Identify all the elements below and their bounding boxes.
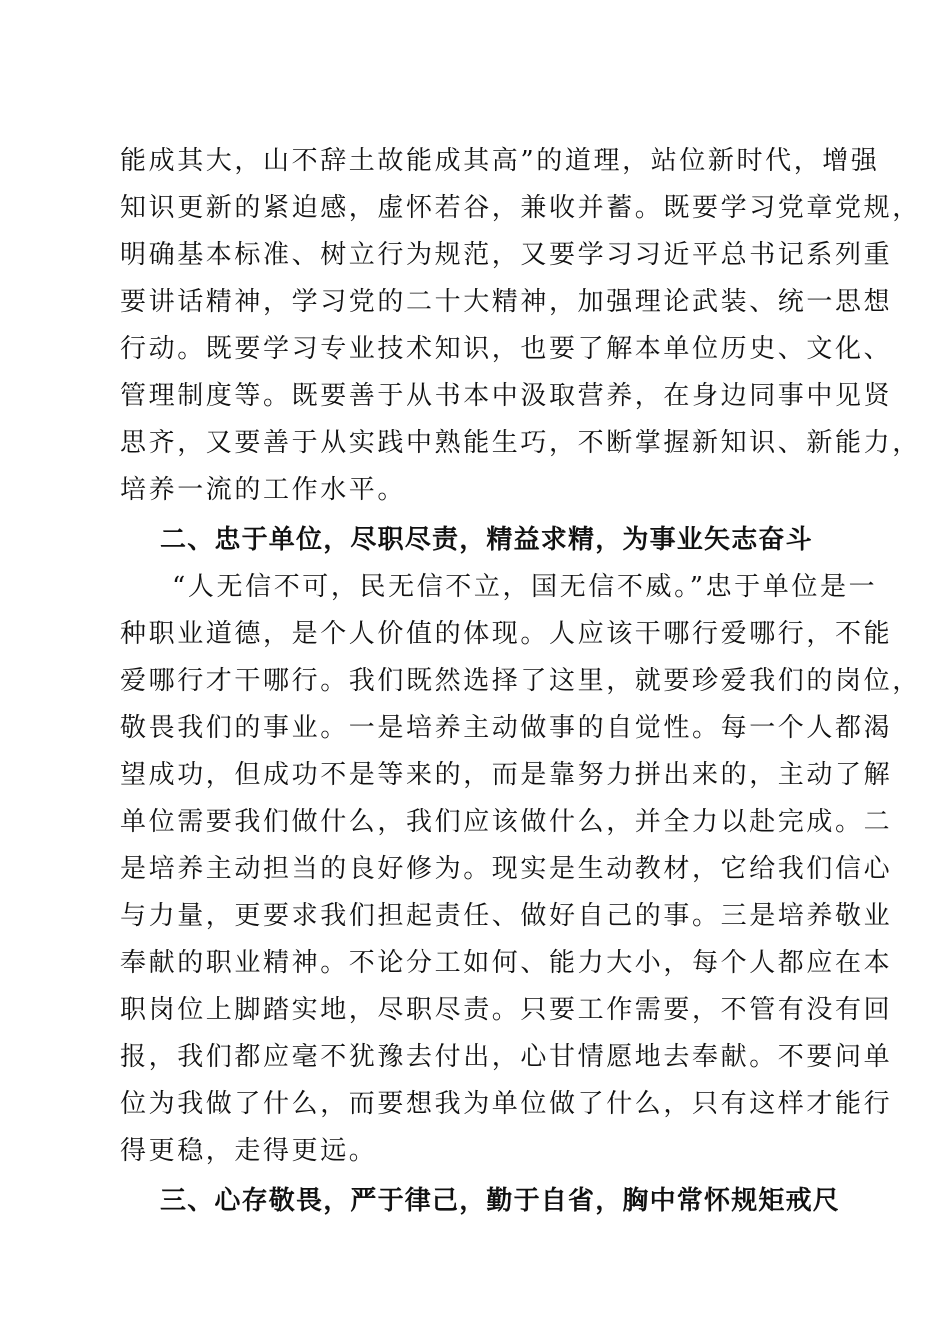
paragraph-line: 得更稳，走得更远。 bbox=[120, 1136, 378, 1166]
paragraph-line: 望成功，但成功不是等来的，而是靠努力拼出来的，主动了解 bbox=[120, 760, 893, 790]
paragraph-line: 行动。既要学习专业技术知识，也要了解本单位历史、文化、 bbox=[120, 334, 893, 364]
paragraph-line: 管理制度等。既要善于从书本中汲取营养，在身边同事中见贤 bbox=[120, 381, 893, 411]
paragraph-line: 职岗位上脚踏实地，尽职尽责。只要工作需要，不管有没有回 bbox=[120, 995, 893, 1025]
paragraph-line: 爱哪行才干哪行。我们既然选择了这里，就要珍爱我们的岗位， bbox=[120, 666, 921, 696]
paragraph-line: 明确基本标准、树立行为规范，又要学习习近平总书记系列重 bbox=[120, 240, 893, 270]
paragraph-line: 是培养主动担当的良好修为。现实是生动教材，它给我们信心 bbox=[120, 854, 893, 884]
paragraph-line: 单位需要我们做什么，我们应该做什么，并全力以赴完成。二 bbox=[120, 807, 893, 837]
section-heading-3: 三、心存敬畏，严于律己，勤于自省，胸中常怀规矩戒尺 bbox=[160, 1186, 841, 1216]
paragraph-line: 敬畏我们的事业。一是培养主动做事的自觉性。每一个人都渴 bbox=[120, 713, 893, 743]
section-heading-2: 二、忠于单位，尽职尽责，精益求精，为事业矢志奋斗 bbox=[160, 525, 813, 555]
paragraph-line: 知识更新的紧迫感，虚怀若谷，兼收并蓄。既要学习党章党规， bbox=[120, 193, 921, 223]
paragraph-line: 能成其大，山不辞土故能成其高”的道理，站位新时代，增强 bbox=[120, 146, 880, 176]
paragraph-line: 培养一流的工作水平。 bbox=[120, 475, 407, 505]
paragraph-line: 与力量，更要求我们担起责任、做好自己的事。三是培养敬业 bbox=[120, 901, 893, 931]
paragraph-line: 思齐，又要善于从实践中熟能生巧，不断掌握新知识、新能力， bbox=[120, 428, 921, 458]
paragraph-line: 奉献的职业精神。不论分工如何、能力大小，每个人都应在本 bbox=[120, 948, 893, 978]
paragraph-line: 要讲话精神，学习党的二十大精神，加强理论武装、统一思想 bbox=[120, 287, 893, 317]
paragraph-line: 报，我们都应毫不犹豫去付出，心甘情愿地去奉献。不要问单 bbox=[120, 1042, 893, 1072]
paragraph-line: “人无信不可，民无信不立，国无信不威。”忠于单位是一 bbox=[172, 572, 878, 602]
paragraph-line: 种职业道德，是个人价值的体现。人应该干哪行爱哪行，不能 bbox=[120, 619, 893, 649]
paragraph-line: 位为我做了什么，而要想我为单位做了什么，只有这样才能行 bbox=[120, 1089, 893, 1119]
